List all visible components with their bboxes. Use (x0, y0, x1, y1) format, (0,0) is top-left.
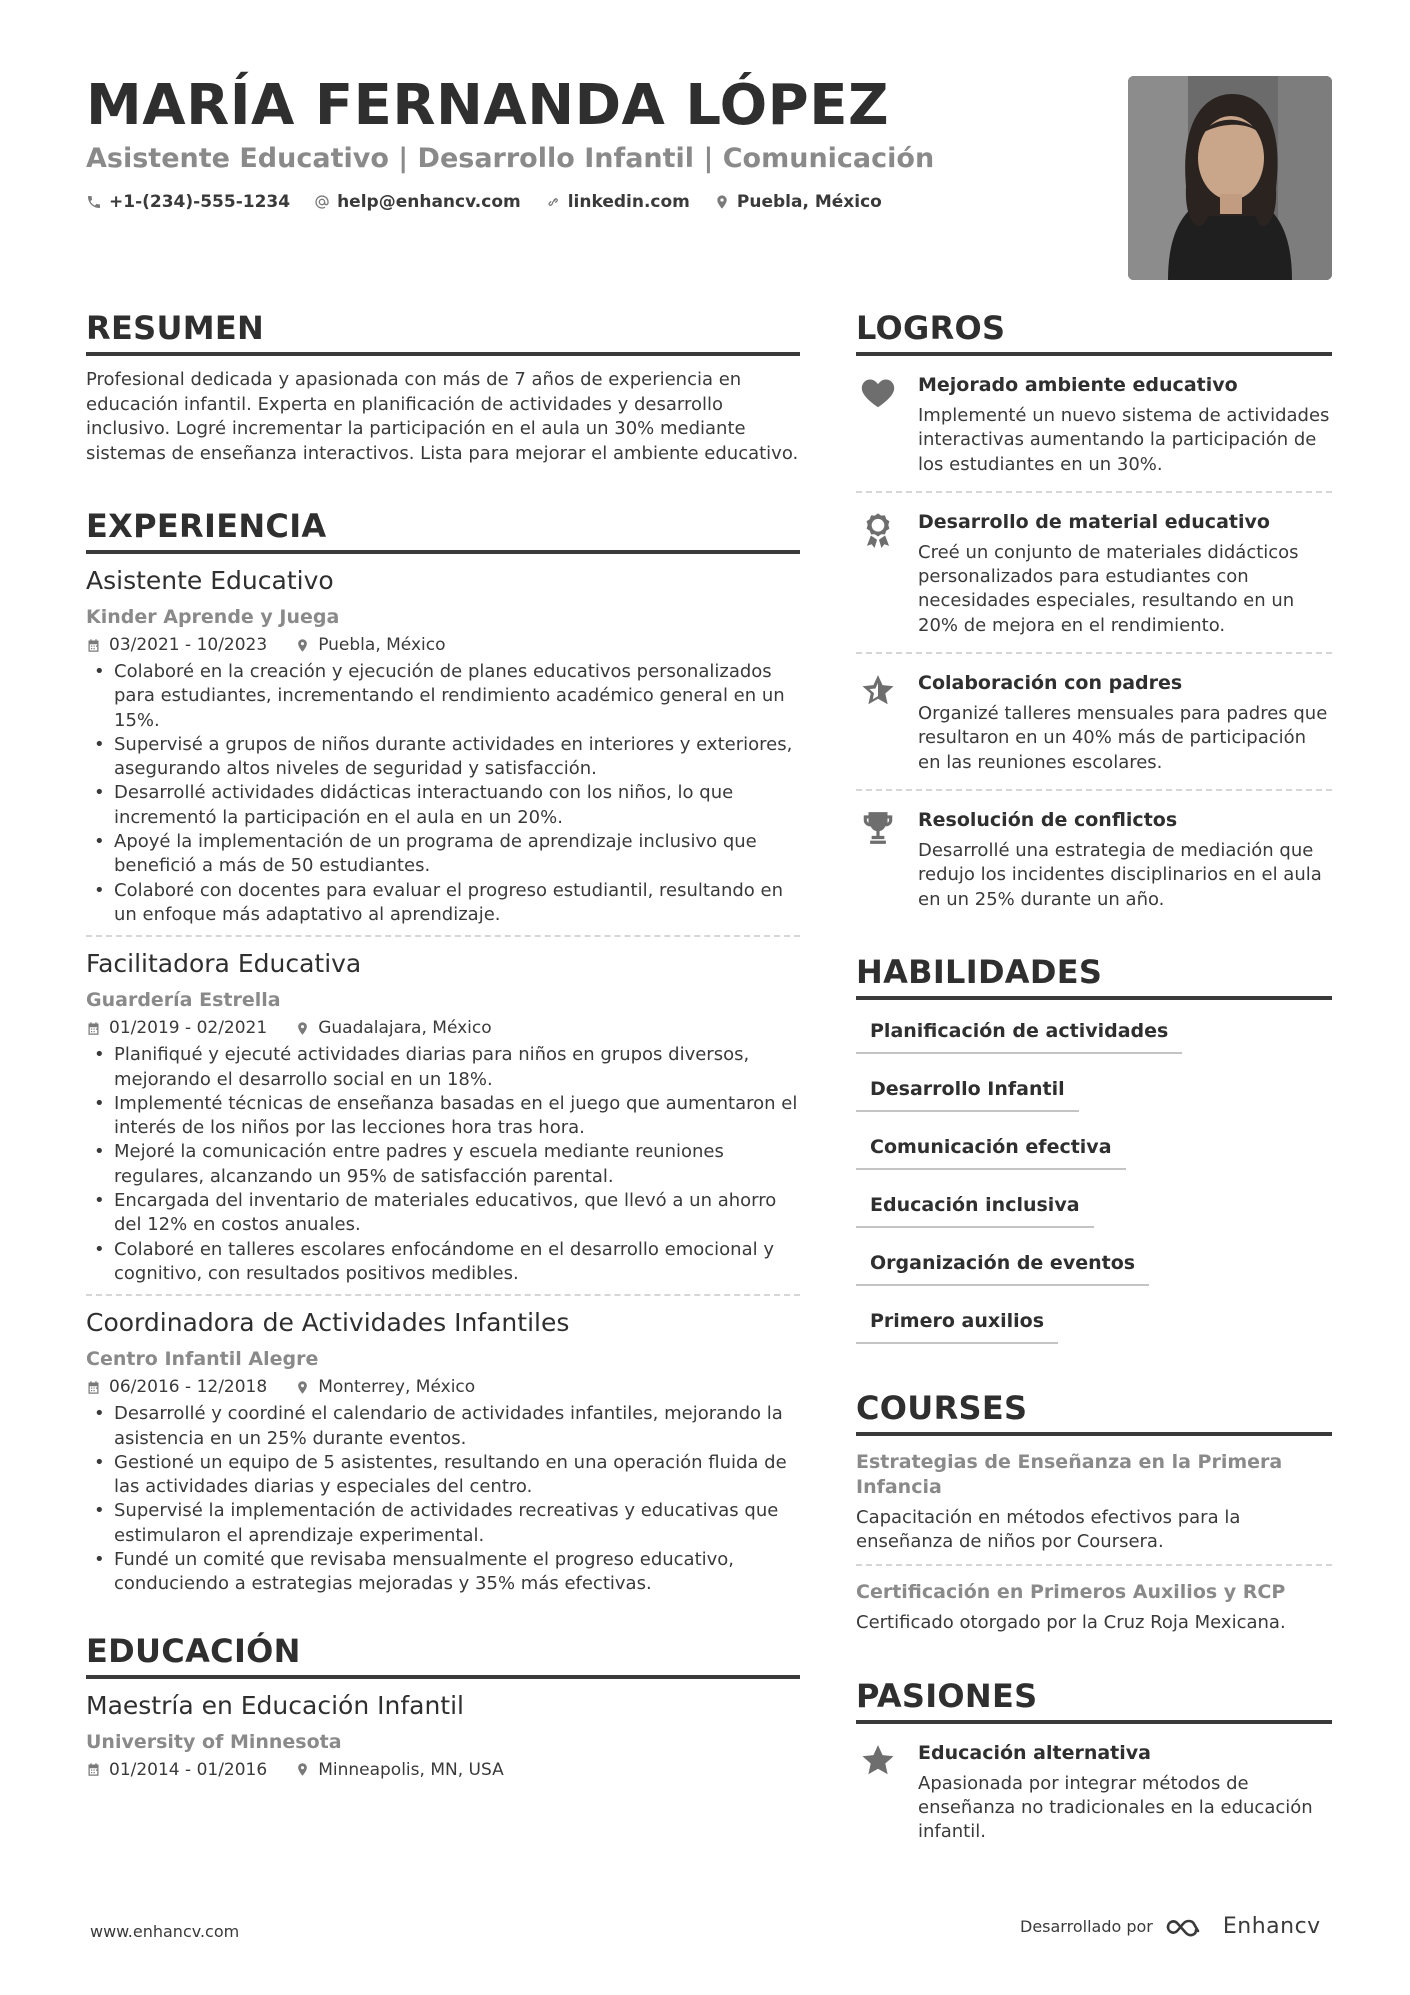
passion-body (918, 1740, 1332, 1845)
job-bullets (86, 1402, 800, 1596)
section-title-skills: HABILIDADES (856, 952, 1332, 1000)
job-bullet: • Desarrollé actividades didácticas interactuando con los niños, lo que incrementó la participación en el aula en un 20%. (86, 781, 800, 830)
achievement-desc: Implementé un nuevo sistema de actividades interactivas aumentando la participación de los estudiantes en un 30%. (918, 405, 1330, 475)
location-pin-icon (295, 1762, 310, 1777)
job-location (295, 1376, 475, 1398)
award-ribbon-icon (859, 511, 897, 549)
course-desc: Capacitación en métodos efectivos para la enseñanza de niños por Coursera. (856, 1506, 1241, 1553)
phone-icon (86, 194, 102, 210)
passion-title: Educación alternativa (918, 1741, 1151, 1764)
skill-tag: Comunicación efectiva (856, 1130, 1126, 1170)
skill-tag: Educación inclusiva (856, 1188, 1094, 1228)
job-location-text: Guadalajara, México (318, 1018, 492, 1039)
school-name: University of Minnesota (86, 1730, 342, 1753)
job-bullet: • Apoyé la implementación de un programa de aprendizaje inclusivo que benefició a más de 50 estudiantes. (86, 830, 800, 879)
skill-tag: Desarrollo Infantil (856, 1072, 1079, 1112)
skills-list (856, 1014, 1332, 1362)
section-title-education: EDUCACIÓN (86, 1631, 800, 1679)
achievement-body (918, 509, 1332, 638)
calendar-icon (86, 1762, 101, 1777)
job-bullet: • Colaboré con docentes para evaluar el progreso estudiantil, resultando en un enfoque más adaptativo al aprendizaje. (86, 879, 800, 928)
achievement-body (918, 807, 1332, 912)
skill-row (856, 1188, 1332, 1246)
profile-photo (1128, 76, 1332, 280)
skill-row (856, 1130, 1332, 1188)
achievement-item (856, 491, 1332, 652)
passion-item (856, 1724, 1332, 1859)
job-bullet: • Fundé un comité que revisaba mensualmente el progreso educativo, conduciendo a estrategias mejoradas y 35% más efectivas. (86, 1548, 800, 1597)
job-meta (86, 634, 800, 656)
contact-phone[interactable] (86, 192, 290, 212)
link-icon (545, 194, 561, 210)
trophy-icon (859, 809, 897, 847)
achievement-title: Colaboración con padres (918, 672, 1183, 695)
location-text: Puebla, México (736, 192, 882, 212)
job-company: Guardería Estrella (86, 989, 281, 1012)
course-item (856, 1436, 1332, 1565)
job-dates (86, 634, 267, 656)
job-bullet: • Encargada del inventario de materiales educativos, que llevó a un ahorro del 12% en costos anuales. (86, 1189, 800, 1238)
education-meta (86, 1759, 800, 1781)
achievement-title: Desarrollo de material educativo (918, 510, 1270, 533)
job-title: Coordinadora de Actividades Infantiles (86, 1308, 570, 1338)
job-bullet: • Gestioné un equipo de 5 asistentes, resultando en una operación fluida de las actividades diarias y especiales del centro. (86, 1451, 800, 1500)
job-company: Centro Infantil Alegre (86, 1348, 319, 1371)
contact-bar (86, 192, 1086, 212)
contact-linkedin[interactable] (545, 192, 690, 212)
location-pin-icon (295, 1021, 310, 1036)
achievement-desc: Creé un conjunto de materiales didácticos personalizados para estudiantes con necesidades especiales, resultando en un 20% de mejora en el rendimiento. (918, 541, 1299, 636)
job-bullet: • Supervisé a grupos de niños durante actividades en interiores y exteriores, asegurando altos niveles de seguridad y satisfacción. (86, 733, 800, 782)
skill-row (856, 1304, 1332, 1362)
job-bullet: • Desarrollé y coordiné el calendario de actividades infantiles, mejorando la asistencia en un 25% durante eventos. (86, 1402, 800, 1451)
brand-name: Enhancv (1222, 1914, 1321, 1939)
achievement-icon-wrap (856, 372, 900, 477)
achievement-item (856, 652, 1332, 789)
section-title-summary: RESUMEN (86, 308, 800, 356)
job-bullet: • Supervisé la implementación de actividades recreativas y educativas que estimularon el aprendizaje experimental. (86, 1499, 800, 1548)
experience-item (86, 1294, 800, 1596)
calendar-icon (86, 1380, 101, 1395)
footer-website[interactable]: www.enhancv.com (90, 1922, 240, 1941)
calendar-icon (86, 638, 101, 653)
section-title-passions: PASIONES (856, 1676, 1332, 1724)
enhancv-logo-icon (1165, 1915, 1211, 1939)
linkedin-text: linkedin.com (567, 192, 690, 212)
skill-row (856, 1072, 1332, 1130)
achievement-item (856, 356, 1332, 491)
right-column (856, 308, 1332, 1859)
footer-brand[interactable] (1020, 1914, 1321, 1939)
job-dates-text: 06/2016 - 12/2018 (109, 1377, 268, 1398)
job-location-text: Puebla, México (318, 635, 446, 655)
degree-title: Maestría en Educación Infantil (86, 1690, 464, 1720)
course-item (856, 1564, 1332, 1645)
course-desc: Certificado otorgado por la Cruz Roja Mexicana. (856, 1612, 1286, 1634)
location-pin-icon (714, 194, 730, 210)
section-title-courses: COURSES (856, 1388, 1332, 1436)
job-title: Asistente Educativo (86, 566, 334, 595)
skill-row (856, 1014, 1332, 1072)
achievement-item (856, 789, 1332, 926)
job-location (295, 1017, 491, 1039)
location-pin-icon (295, 1380, 310, 1395)
skill-tag: Primero auxilios (856, 1304, 1058, 1344)
skill-tag: Organización de eventos (856, 1246, 1149, 1286)
section-title-experience: EXPERIENCIA (86, 506, 800, 554)
job-meta (86, 1376, 800, 1398)
contact-location (714, 192, 882, 212)
course-title: Certificación en Primeros Auxilios y RCP (856, 1581, 1286, 1604)
job-dates (86, 1376, 267, 1398)
job-bullets (86, 1043, 800, 1286)
summary-text: Profesional dedicada y apasionada con más de 7 años de experiencia en educación infantil. Experta en planificación de actividades y desarrollo inclusivo. Logré incrementar la participación en el aula un 30% mediante sistemas de enseñanza interactivos. Lista para mejorar el ambiente educativo. (86, 369, 799, 464)
achievement-desc: Organizé talleres mensuales para padres que resultaron en un 40% más de participación en las reuniones escolares. (918, 703, 1328, 773)
job-dates-text: 01/2019 - 02/2021 (109, 1018, 268, 1039)
left-column (86, 308, 800, 1781)
star-icon (859, 1742, 897, 1780)
passion-icon-wrap (856, 1740, 900, 1845)
course-title: Estrategias de Enseñanza en la Primera Infancia (856, 1450, 1283, 1498)
achievement-body (918, 670, 1332, 775)
email-text: help@enhancv.com (337, 192, 521, 212)
contact-email[interactable] (314, 192, 521, 212)
heart-icon (859, 374, 897, 412)
job-bullet: • Mejoré la comunicación entre padres y escuela mediante reuniones regulares, alcanzando un 95% de satisfacción parental. (86, 1140, 800, 1189)
experience-item (86, 554, 800, 927)
calendar-icon (86, 1021, 101, 1036)
job-bullet: • Planifiqué y ejecuté actividades diarias para niños en grupos diversos, mejorando el desarrollo social en un 18%. (86, 1043, 800, 1092)
location-pin-icon (295, 638, 310, 653)
achievement-title: Resolución de conflictos (918, 808, 1178, 831)
skill-row (856, 1246, 1332, 1304)
phone-text: +1-(234)-555-1234 (109, 192, 291, 212)
passion-desc: Apasionada por integrar métodos de enseñanza no tradicionales en la educación infantil. (918, 1772, 1313, 1843)
skill-tag: Planificación de actividades (856, 1014, 1182, 1054)
experience-item (86, 935, 800, 1286)
job-meta (86, 1017, 800, 1039)
job-bullet: • Colaboré en la creación y ejecución de planes educativos personalizados para estudiantes, incrementando el rendimiento académico general en un 15%. (86, 660, 800, 733)
section-title-achievements: LOGROS (856, 308, 1332, 356)
job-bullet: • Colaboré en talleres escolares enfocándome en el desarrollo emocional y cognitivo, con resultados positivos medibles. (86, 1238, 800, 1287)
resume-header (86, 74, 1086, 212)
candidate-name: MARÍA FERNANDA LÓPEZ (86, 73, 890, 138)
achievement-title: Mejorado ambiente educativo (918, 374, 1238, 396)
achievement-icon-wrap (856, 807, 900, 912)
job-bullet: • Implementé técnicas de enseñanza basadas en el juego que aumentaron el interés de los niños por las lecciones hora tras hora. (86, 1092, 800, 1141)
job-location (295, 634, 445, 656)
education-item (86, 1679, 800, 1781)
education-dates (86, 1759, 267, 1781)
education-location (295, 1759, 504, 1781)
job-location-text: Monterrey, México (318, 1377, 476, 1398)
at-icon (314, 194, 330, 210)
candidate-headline: Asistente Educativo | Desarrollo Infantil | Comunicación (86, 143, 935, 174)
powered-by-text: Desarrollado por (1020, 1917, 1153, 1936)
job-dates-text: 03/2021 - 10/2023 (109, 635, 268, 655)
achievement-icon-wrap (856, 509, 900, 638)
star-outline-icon (859, 672, 897, 710)
achievement-icon-wrap (856, 670, 900, 775)
job-bullets (86, 660, 800, 927)
achievement-body (918, 372, 1332, 477)
education-dates-text: 01/2014 - 01/2016 (109, 1759, 268, 1780)
job-title: Facilitadora Educativa (86, 949, 362, 979)
education-location-text: Minneapolis, MN, USA (318, 1759, 504, 1780)
profile-photo-illustration (1128, 76, 1332, 280)
achievement-desc: Desarrollé una estrategia de mediación que redujo los incidentes disciplinarios en el aula en un 25% durante un año. (918, 839, 1322, 910)
job-company: Kinder Aprende y Juega (86, 606, 340, 628)
job-dates (86, 1017, 267, 1039)
